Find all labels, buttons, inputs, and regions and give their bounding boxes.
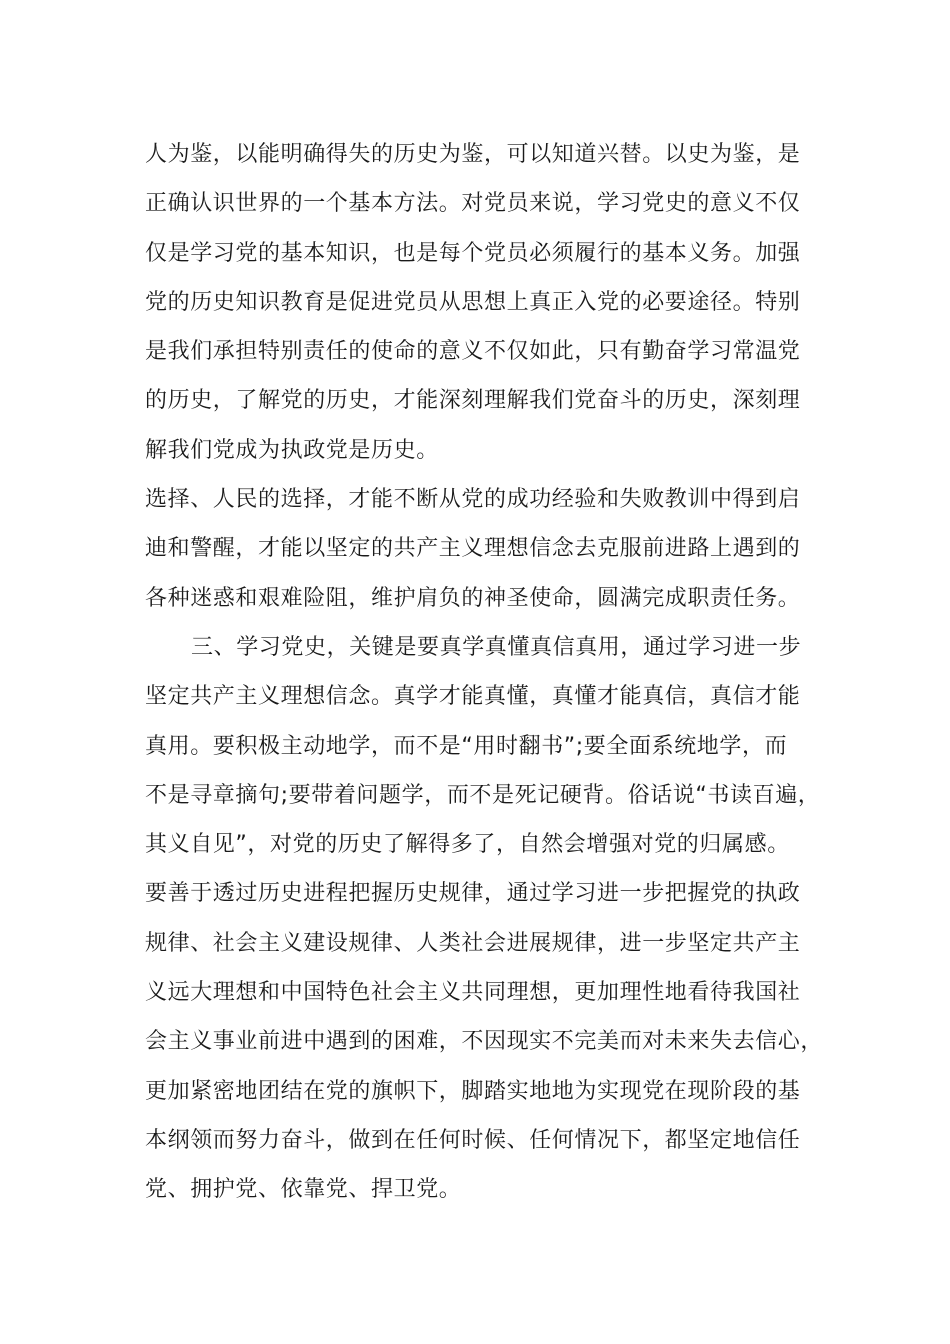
text-line: 人为鉴，以能明确得失的历史为鉴，可以知道兴替。以史为鉴，是 <box>145 142 801 167</box>
text-line: 其义自见”，对党的历史了解得多了，自然会增强对党的归属感。 <box>145 832 790 858</box>
text-line: 要善于透过历史进程把握历史规律，通过学习进一步把握党的执政 <box>145 881 801 907</box>
text-line: 各种迷惑和艰难险阻，维护肩负的神圣使命，圆满完成职责任务。 <box>145 585 801 611</box>
text-line: 真用。要积极主动地学，而不是“用时翻书”;要全面系统地学，而 <box>145 733 788 759</box>
text-line: 党的历史知识教育是促进党员从思想上真正入党的必要途径。特别 <box>145 289 801 315</box>
text-line: 党、拥护党、依靠党、捍卫党。 <box>145 1177 462 1203</box>
text-line: 更加紧密地团结在党的旗帜下，脚踏实地地为实现党在现阶段的基 <box>145 1078 801 1104</box>
text-line: 正确认识世界的一个基本方法。对党员来说，学习党史的意义不仅 <box>145 191 801 217</box>
text-line: 是我们承担特别责任的使命的意义不仅如此，只有勤奋学习常温党 <box>145 339 801 365</box>
section-heading-line: 三、学习党史，关键是要真学真懂真信真用，通过学习进一步 <box>191 634 802 660</box>
body-text <box>145 130 824 1215</box>
text-line: 的历史，了解党的历史，才能深刻理解我们党奋斗的历史，深刻理 <box>145 388 801 414</box>
text-line: 不是寻章摘句;要带着问题学，而不是死记硬背。俗话说“书读百遍， <box>145 782 821 808</box>
text-line: 会主义事业前进中遇到的困难，不因现实不完美而对未来失去信心， <box>145 1029 824 1055</box>
text-line: 仅是学习党的基本知识，也是每个党员必须履行的基本义务。加强 <box>145 240 801 266</box>
text-line: 规律、社会主义建设规律、人类社会进展规律，进一步坚定共产主 <box>145 930 801 956</box>
text-line: 本纲领而努力奋斗，做到在任何时候、任何情况下，都坚定地信任 <box>145 1127 801 1153</box>
text-line: 解我们党成为执政党是历史。 <box>145 437 439 463</box>
text-line: 选择、人民的选择，才能不断从党的成功经验和失败教训中得到启 <box>145 487 801 513</box>
text-line: 义远大理想和中国特色社会主义共同理想，更加理性地看待我国社 <box>145 980 801 1006</box>
text-line: 迪和警醒，才能以坚定的共产主义理想信念去克服前进路上遇到的 <box>145 536 801 562</box>
text-line: 坚定共产主义理想信念。真学才能真懂，真懂才能真信，真信才能 <box>145 684 801 710</box>
